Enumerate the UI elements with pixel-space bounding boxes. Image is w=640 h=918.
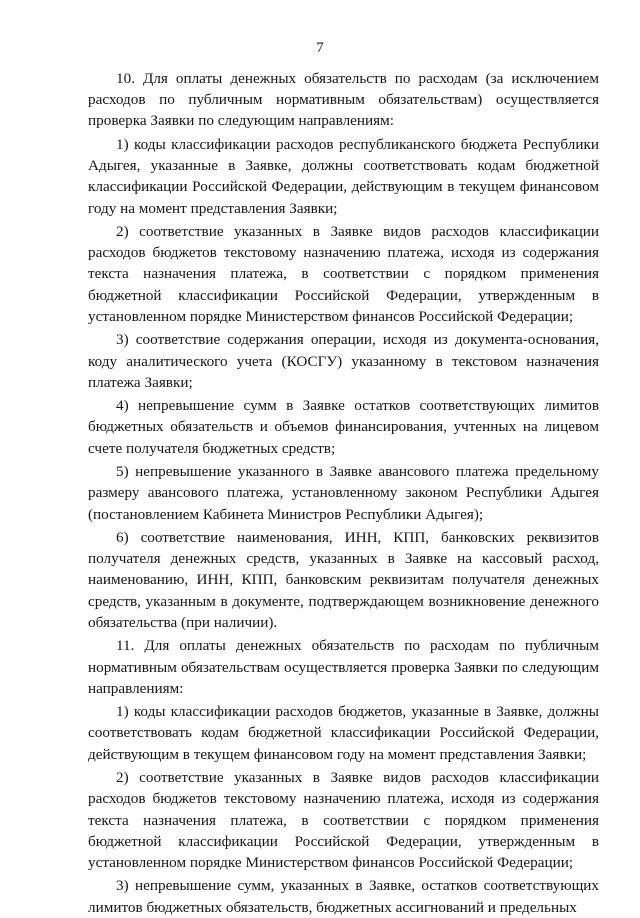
paragraph-11-item-1: 1) коды классификации расходов бюджетов, указанные в Заявке, должны соответствовать кодам бюджетной классификации Российской Федерации, действующим в текущем финансовом году на момент представления Заявки; bbox=[88, 703, 599, 763]
paragraph-10-item-4: 4) непревышение сумм в Заявке остатков соответствующих лимитов бюджетных обязательств и объемов финансирования, учтенных на лицевом счете получателя бюджетных средств; bbox=[88, 397, 599, 457]
paragraph-10-item-2: 2) соответствие указанных в Заявке видов расходов классификации расходов бюджетов текстовому назначению платежа, исходя из содержания текста назначения платежа, в соответствии с порядком применения бюджетной классификации Российской Федерации, утвержденным в установленном порядке Министерством финансов Российской Федерации; bbox=[88, 223, 599, 325]
paragraph-10-item-5: 5) непревышение указанного в Заявке авансового платежа предельному размеру авансового платежа, установленному законом Республики Адыгея (постановлением Кабинета Министров Республики Адыгея); bbox=[88, 463, 599, 523]
paragraph-11-item-3: 3) непревышение сумм, указанных в Заявке, остатков соответствующих лимитов бюджетных обязательств, бюджетных ассигнований и предельных bbox=[88, 877, 599, 916]
paragraph-11: 11. Для оплаты денежных обязательств по расходам по публичным нормативным обязательствам осуществляется проверка Заявки по следующим направлениям: bbox=[88, 637, 599, 697]
document-body bbox=[88, 68, 599, 918]
paragraph-10-item-3: 3) соответствие содержания операции, исходя из документа-основания, коду аналитического учета (КОСГУ) указанному в текстовом назначения платежа Заявки; bbox=[88, 331, 599, 391]
page-number: 7 bbox=[316, 40, 324, 56]
paragraph-10: 10. Для оплаты денежных обязательств по расходам (за исключением расходов по публичным нормативным обязательствам) осуществляется проверка Заявки по следующим направлениям: bbox=[88, 70, 599, 130]
paragraph-10-item-1: 1) коды классификации расходов республиканского бюджета Республики Адыгея, указанные в Заявке, должны соответствовать кодам бюджетной классификации Российской Федерации, действующим в текущем финансовом году на момент представления Заявки; bbox=[88, 135, 599, 217]
paragraph-10-item-6: 6) соответствие наименования, ИНН, КПП, банковских реквизитов получателя денежных средств, указанных в Заявке на кассовый расход, наименованию, ИНН, КПП, банковским реквизитам получателя денежных средств, указанным в документе, подтверждающем возникновение денежного обязательства (при наличии). bbox=[88, 529, 599, 631]
paragraph-11-item-2: 2) соответствие указанных в Заявке видов расходов классификации расходов бюджетов текстовому назначению платежа, исходя из содержания текста назначения платежа, в соответствии с порядком применения бюджетной классификации Российской Федерации, утвержденным в установленном порядке Министерством финансов Российской Федерации; bbox=[88, 769, 599, 871]
